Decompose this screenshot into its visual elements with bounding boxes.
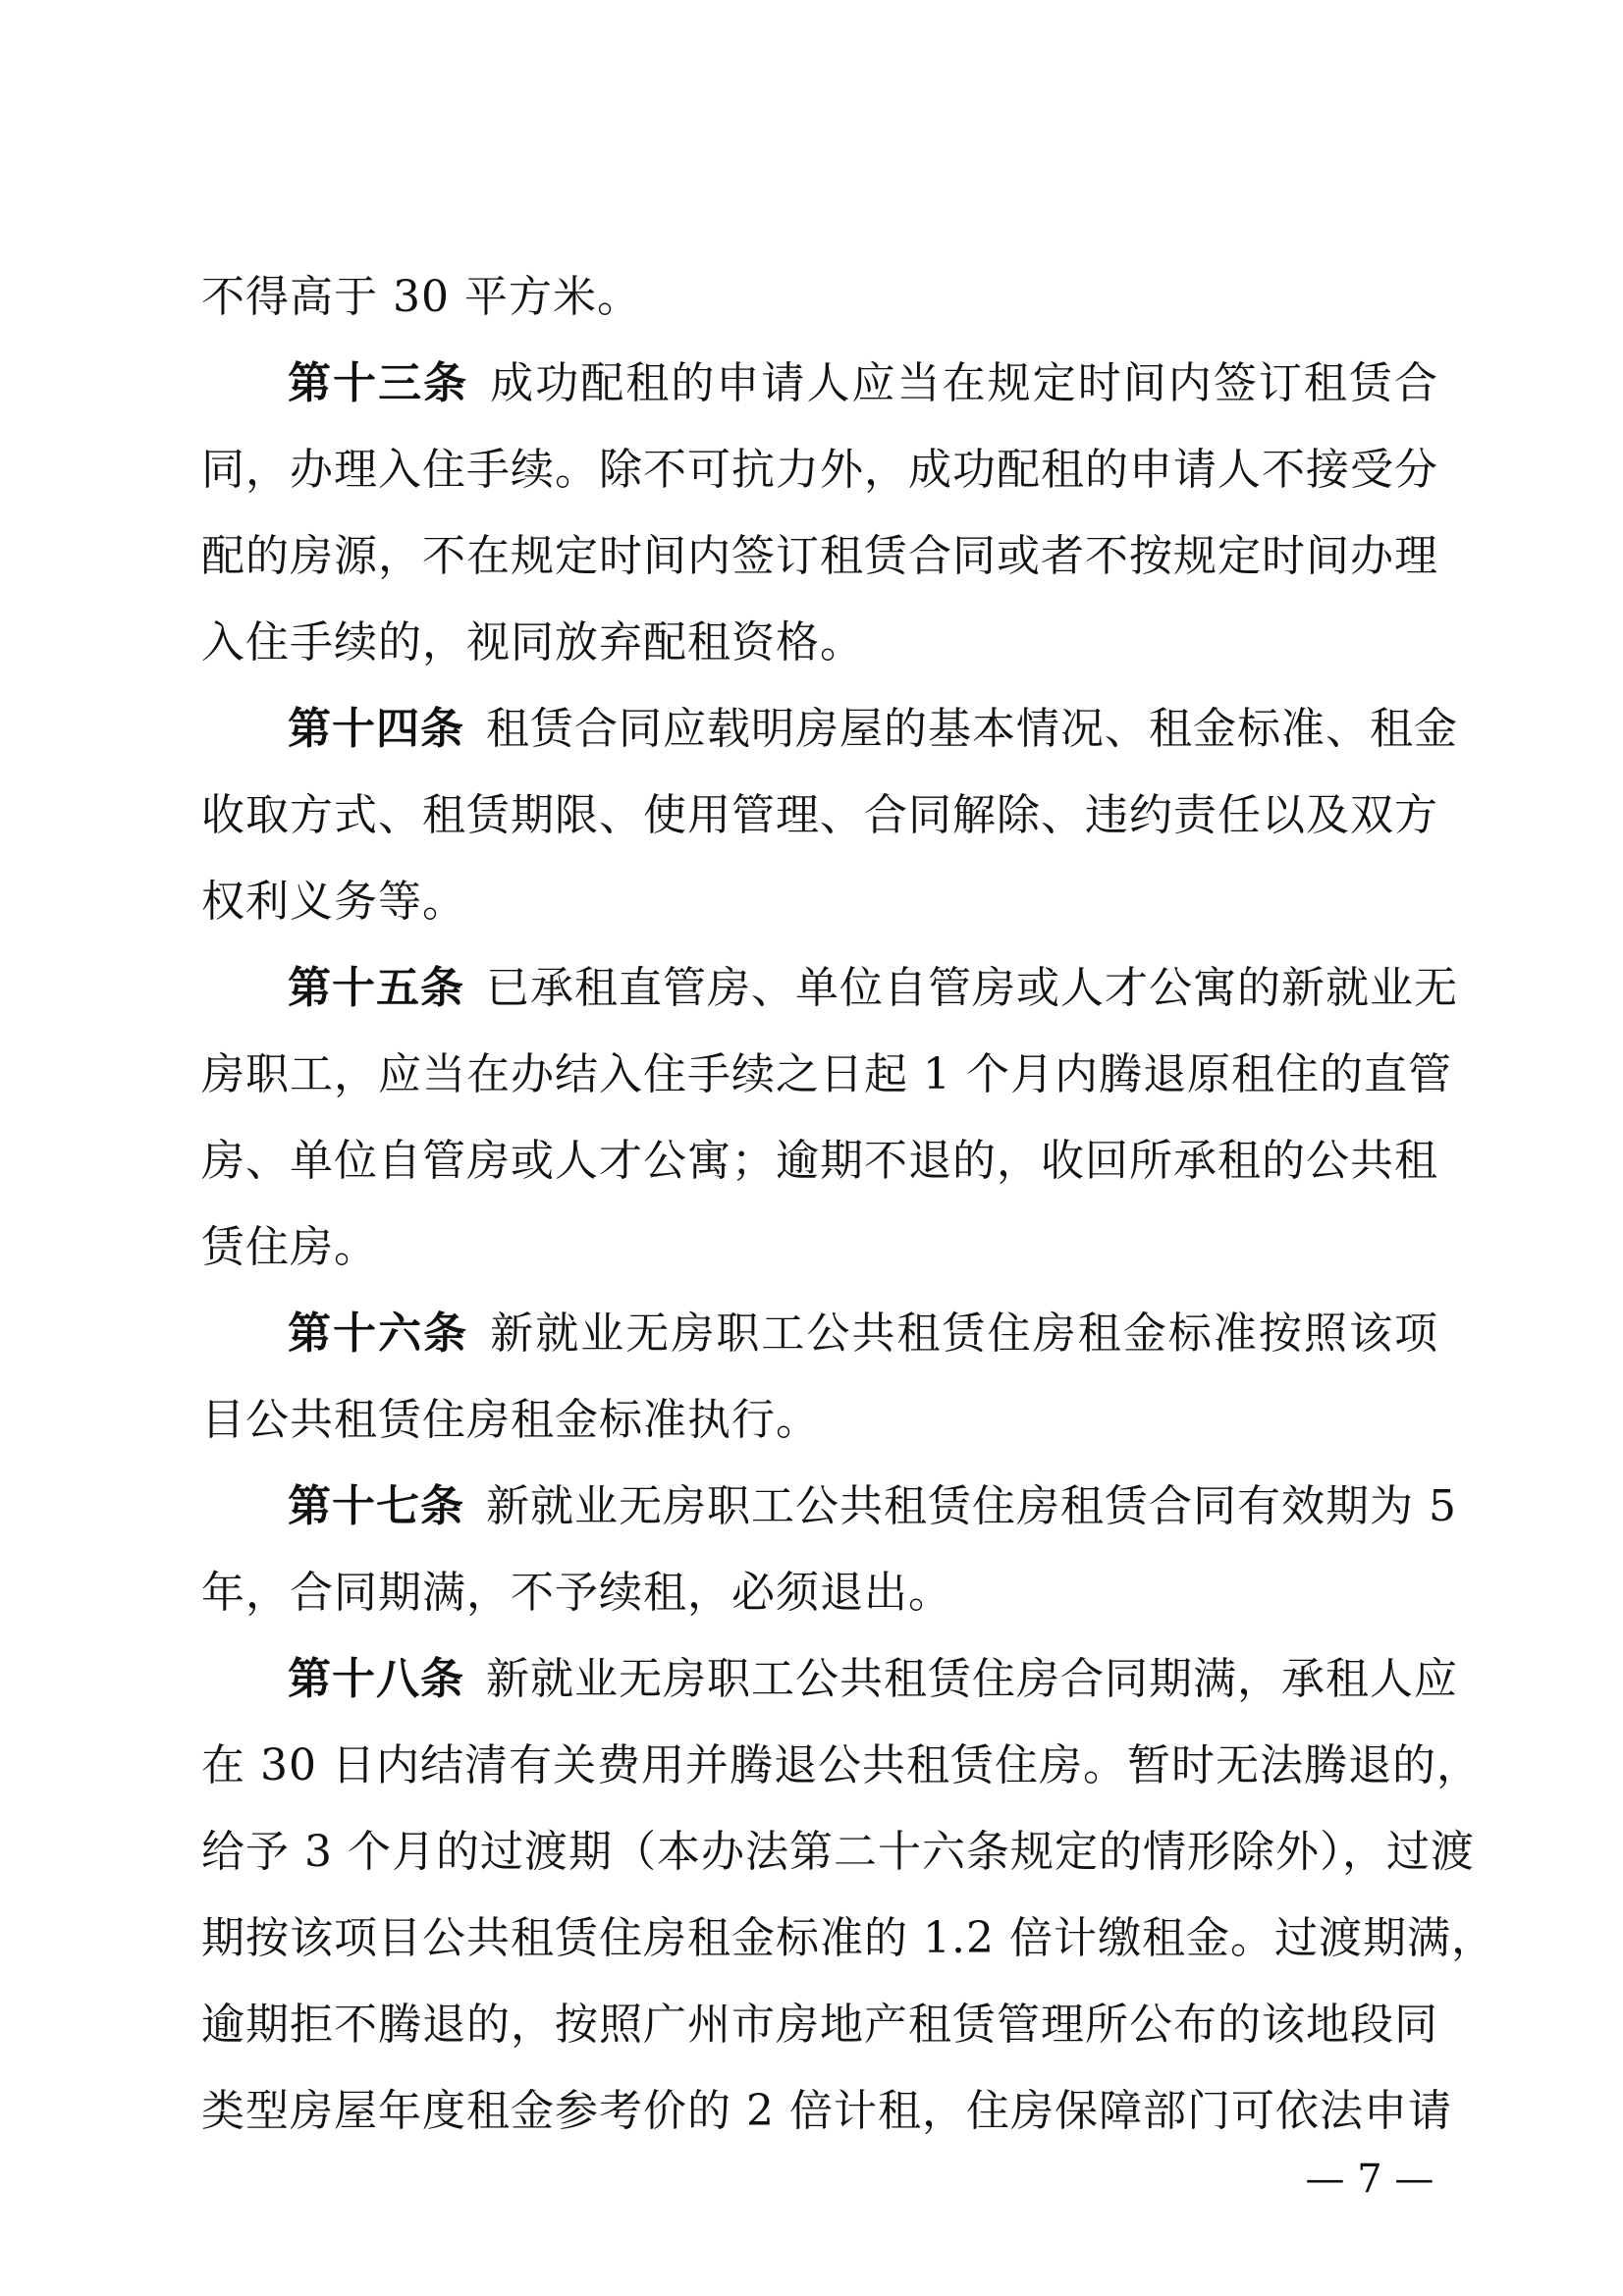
text-line-1 bbox=[201, 268, 1438, 327]
line-text: 成功配租的申请人应当在规定时间内签订租赁合 bbox=[490, 358, 1439, 408]
text-line-4 bbox=[201, 527, 1438, 586]
line-text: 房职工，应当在办结入住手续之日起 1 个月内腾退原租住的直管 bbox=[201, 1049, 1452, 1099]
line-text: 期按该项目公共租赁住房租金标准的 1.2 倍计缴租金。过渡期满， bbox=[201, 1913, 1495, 1963]
article-17-heading: 第十七条 bbox=[288, 1481, 464, 1531]
line-text: 目公共租赁住房租金标准执行。 bbox=[201, 1395, 820, 1445]
article-18-line-1 bbox=[288, 1650, 1458, 1709]
page-number: — 7 — bbox=[1305, 2157, 1434, 2202]
line-text: 新就业无房职工公共租赁住房租赁合同有效期为 5 bbox=[486, 1481, 1457, 1531]
line-text: 逾期拒不腾退的，按照广州市房地产租赁管理所公布的该地段同 bbox=[201, 2000, 1438, 2050]
article-16-line-1 bbox=[288, 1305, 1438, 1363]
line-text: 给予 3 个月的过渡期（本办法第二十六条规定的情形除外），过渡 bbox=[201, 1827, 1475, 1877]
text-line-10 bbox=[201, 1045, 1452, 1104]
article-14-line-1 bbox=[288, 700, 1458, 759]
article-14-heading: 第十四条 bbox=[288, 704, 464, 754]
text-line-3 bbox=[201, 441, 1438, 500]
line-text: 赁住房。 bbox=[201, 1222, 378, 1272]
text-line-19 bbox=[201, 1823, 1475, 1882]
line-text: 房、单位自管房或人才公寓；逾期不退的，收回所承租的公共租 bbox=[201, 1136, 1438, 1186]
text-line-8 bbox=[201, 873, 1438, 932]
article-13-heading: 第十三条 bbox=[288, 358, 469, 408]
line-text: 租赁合同应载明房屋的基本情况、租金标准、租金 bbox=[486, 704, 1458, 754]
line-text: 不得高于 30 平方米。 bbox=[201, 272, 641, 322]
text-line-16 bbox=[201, 1564, 1438, 1623]
line-text: 已承租直管房、单位自管房或人才公寓的新就业无 bbox=[486, 963, 1458, 1013]
text-line-11 bbox=[201, 1132, 1438, 1191]
article-18-heading: 第十八条 bbox=[288, 1654, 464, 1704]
text-line-22 bbox=[201, 2082, 1452, 2141]
line-text: 收取方式、租赁期限、使用管理、合同解除、违约责任以及双方 bbox=[201, 790, 1438, 840]
line-text: 年，合同期满，不予续租，必须退出。 bbox=[201, 1568, 952, 1618]
text-line-7 bbox=[201, 786, 1438, 845]
article-16-heading: 第十六条 bbox=[288, 1308, 469, 1359]
line-text: 新就业无房职工公共租赁住房合同期满，承租人应 bbox=[486, 1654, 1458, 1704]
line-text: 权利义务等。 bbox=[201, 877, 466, 927]
line-text: 在 30 日内结清有关费用并腾退公共租赁住房。暂时无法腾退的， bbox=[201, 1740, 1481, 1790]
text-line-5 bbox=[201, 614, 1438, 672]
text-line-14 bbox=[201, 1391, 1438, 1450]
text-line-20 bbox=[201, 1909, 1495, 1968]
text-line-21 bbox=[201, 1996, 1438, 2055]
article-17-line-1 bbox=[288, 1477, 1457, 1536]
text-line-12 bbox=[201, 1218, 1438, 1277]
line-text: 同，办理入住手续。除不可抗力外，成功配租的申请人不接受分 bbox=[201, 445, 1438, 495]
line-text: 类型房屋年度租金参考价的 2 倍计租，住房保障部门可依法申请 bbox=[201, 2086, 1452, 2136]
text-line-18 bbox=[201, 1736, 1481, 1795]
line-text: 配的房源，不在规定时间内签订租赁合同或者不按规定时间办理 bbox=[201, 531, 1438, 581]
line-text: 入住手续的，视同放弃配租资格。 bbox=[201, 617, 864, 667]
article-15-line-1 bbox=[288, 959, 1458, 1018]
article-15-heading: 第十五条 bbox=[288, 963, 464, 1013]
line-text: 新就业无房职工公共租赁住房租金标准按照该项 bbox=[490, 1308, 1439, 1359]
article-13-line-1 bbox=[288, 354, 1438, 413]
